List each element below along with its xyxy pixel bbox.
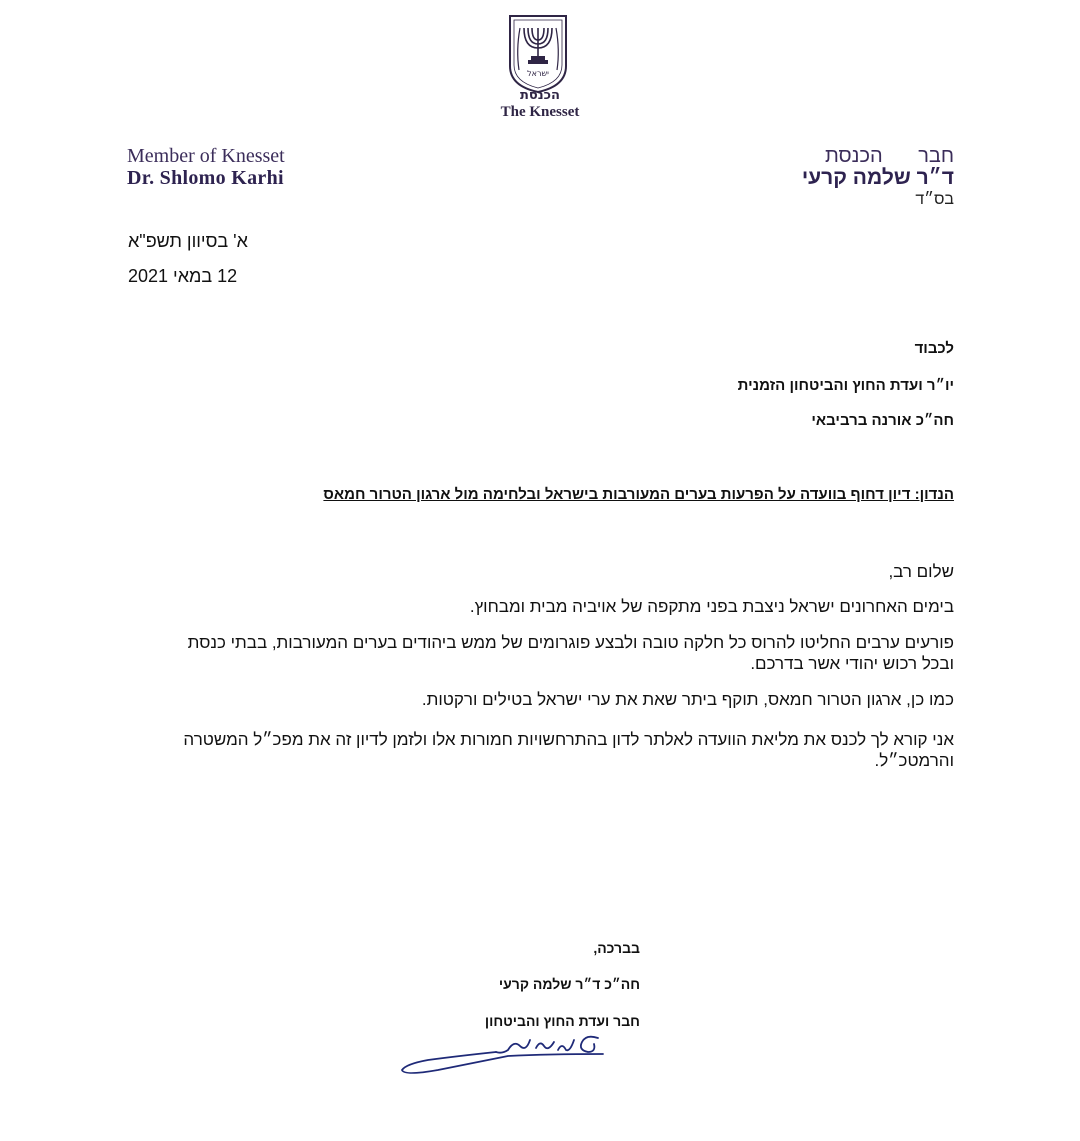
handwritten-signature (398, 1030, 608, 1080)
recipient-salutation: לכבוד (914, 340, 954, 357)
gregorian-date: 12 במאי 2021 (128, 266, 238, 286)
body-paragraph: כמו כן, ארגון הטרור חמאס, תוקף ביתר שאת את ערי ישראל בטילים ורקטות. (421, 690, 954, 709)
institution-name-hebrew: הכנסת (520, 88, 560, 103)
bsd-header: בס״ד (915, 191, 954, 208)
body-paragraph: אני קורא לך לכנס את מליאת הוועדה לאלתר לדון בהתרחשויות חמורות אלו ולזמן לדיון זה את מפכ״ל המשטרה והרמטכ״ל. (183, 730, 954, 770)
body-paragraph: בימים האחרונים ישראל ניצבת בפני מתקפה של אויביה מבית ומבחוץ. (469, 597, 954, 616)
member-title-hebrew: חבר הכנסת (824, 145, 954, 167)
signer-name: חה״כ ד״ר שלמה קרעי (498, 976, 640, 992)
closing-blessing: בברכה, (593, 940, 640, 956)
institution-name-english: The Knesset (500, 104, 580, 120)
body-paragraph: פורעים ערבים החליטו להרוס כל חלקה טובה ולבצע פוגרומים של ממש ביהודים בערים המעורבות, בבתי כנסת ובכל רכוש יהודי אשר בדרכם. (187, 633, 954, 673)
signer-role: חבר ועדת החוץ והביטחון (484, 1013, 640, 1029)
recipient-role: יו״ר ועדת החוץ והביטחון הזמנית (737, 377, 954, 394)
member-name-english: Dr. Shlomo Karhi (127, 167, 284, 189)
member-name-hebrew: ד״ר שלמה קרעי (801, 166, 954, 189)
recipient-name: חה״כ אורנה ברביבאי (811, 412, 954, 429)
letter-subject: הנדון: דיון דחוף בוועדה על הפרעות בערים המעורבות בישראל ובלחימה מול ארגון הטרור חמאס (323, 486, 954, 503)
greeting: שלום רב, (888, 562, 954, 581)
knesset-emblem-icon (506, 14, 570, 94)
member-title-english: Member of Knesset (127, 145, 285, 167)
emblem-inscription: ישראל (527, 69, 549, 78)
hebrew-date: א' בסיוון תשפ"א (128, 231, 248, 251)
